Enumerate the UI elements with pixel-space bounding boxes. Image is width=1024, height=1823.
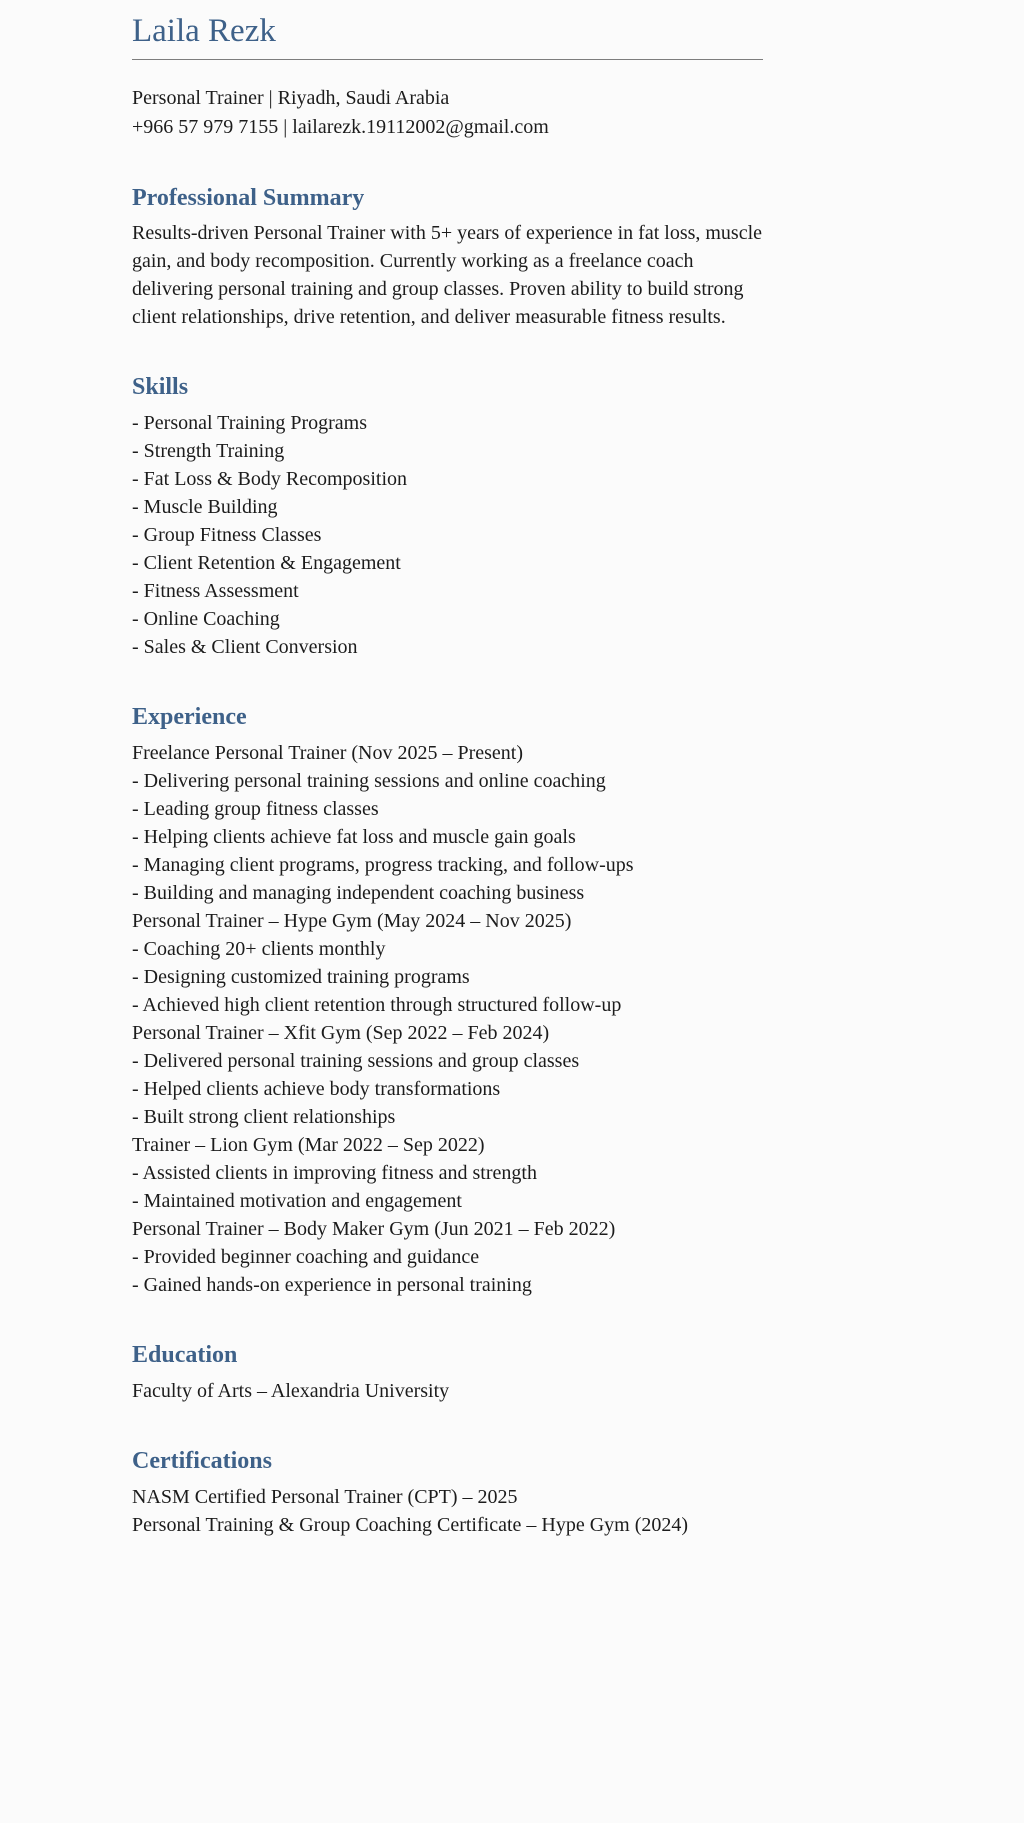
skill-item: - Online Coaching xyxy=(132,608,280,631)
job-bullet: - Assisted clients in improving fitness and strength xyxy=(132,1161,537,1184)
job-bullet: - Maintained motivation and engagement xyxy=(132,1189,462,1212)
skill-item: - Strength Training xyxy=(132,440,285,463)
section-heading-experience: Experience xyxy=(132,704,247,731)
job-title: Trainer – Lion Gym (Mar 2022 – Sep 2022) xyxy=(132,1133,485,1156)
contact-phone-email: +966 57 979 7155 | lailarezk.19112002@gmail.com xyxy=(132,115,549,138)
certification-item: NASM Certified Personal Trainer (CPT) – 2025 xyxy=(132,1485,518,1508)
skill-item: - Sales & Client Conversion xyxy=(132,636,358,659)
job-bullet: - Building and managing independent coaching business xyxy=(132,881,585,904)
skill-item: - Personal Training Programs xyxy=(132,412,367,435)
job-bullet: - Provided beginner coaching and guidance xyxy=(132,1245,480,1268)
section-heading-skills: Skills xyxy=(132,374,189,401)
job-title: Freelance Personal Trainer (Nov 2025 – Present) xyxy=(132,741,524,764)
certifications-list xyxy=(132,1483,763,1539)
skill-item: - Client Retention & Engagement xyxy=(132,552,401,575)
job-bullet: - Built strong client relationships xyxy=(132,1105,396,1128)
job-bullet: - Achieved high client retention through structured follow-up xyxy=(132,993,622,1016)
skills-list xyxy=(132,409,763,661)
certification-item: Personal Training & Group Coaching Certificate – Hype Gym (2024) xyxy=(132,1513,689,1536)
job-bullet: - Managing client programs, progress tracking, and follow-ups xyxy=(132,853,634,876)
education-line: Faculty of Arts – Alexandria University xyxy=(132,1379,450,1402)
section-heading-certifications: Certifications xyxy=(132,1447,272,1474)
section-heading-professional-summary: Professional Summary xyxy=(132,184,365,211)
job-bullet: - Helped clients achieve body transformations xyxy=(132,1077,501,1100)
page-title: Laila Rezk xyxy=(132,13,276,49)
section-heading-education: Education xyxy=(132,1341,238,1368)
job-bullet: - Delivered personal training sessions and group classes xyxy=(132,1049,580,1072)
skill-item: - Muscle Building xyxy=(132,496,278,519)
experience-list xyxy=(132,739,763,1299)
skill-item: - Group Fitness Classes xyxy=(132,524,322,547)
job-bullet: - Helping clients achieve fat loss and muscle gain goals xyxy=(132,825,576,848)
job-title: Personal Trainer – Xfit Gym (Sep 2022 – Feb 2024) xyxy=(132,1021,550,1044)
job-bullet: - Designing customized training programs xyxy=(132,965,470,988)
contact-role-location: Personal Trainer | Riyadh, Saudi Arabia xyxy=(132,86,450,109)
job-bullet: - Leading group fitness classes xyxy=(132,797,379,820)
summary-paragraph: Results-driven Personal Trainer with 5+ years of experience in fat loss, muscle gain, and body recomposition. Currently working as a freelance coach delivering personal training and group classes. Proven ability to build strong client relationships, drive retention, and deliver measurable fitness results. xyxy=(132,222,763,329)
skill-item: - Fat Loss & Body Recomposition xyxy=(132,468,407,491)
job-bullet: - Coaching 20+ clients monthly xyxy=(132,937,386,960)
job-bullet: - Delivering personal training sessions and online coaching xyxy=(132,769,606,792)
job-title: Personal Trainer – Body Maker Gym (Jun 2021 – Feb 2022) xyxy=(132,1217,616,1240)
skill-item: - Fitness Assessment xyxy=(132,580,299,603)
job-bullet: - Gained hands-on experience in personal training xyxy=(132,1273,532,1296)
header-divider xyxy=(132,59,763,60)
job-title: Personal Trainer – Hype Gym (May 2024 – Nov 2025) xyxy=(132,909,572,932)
